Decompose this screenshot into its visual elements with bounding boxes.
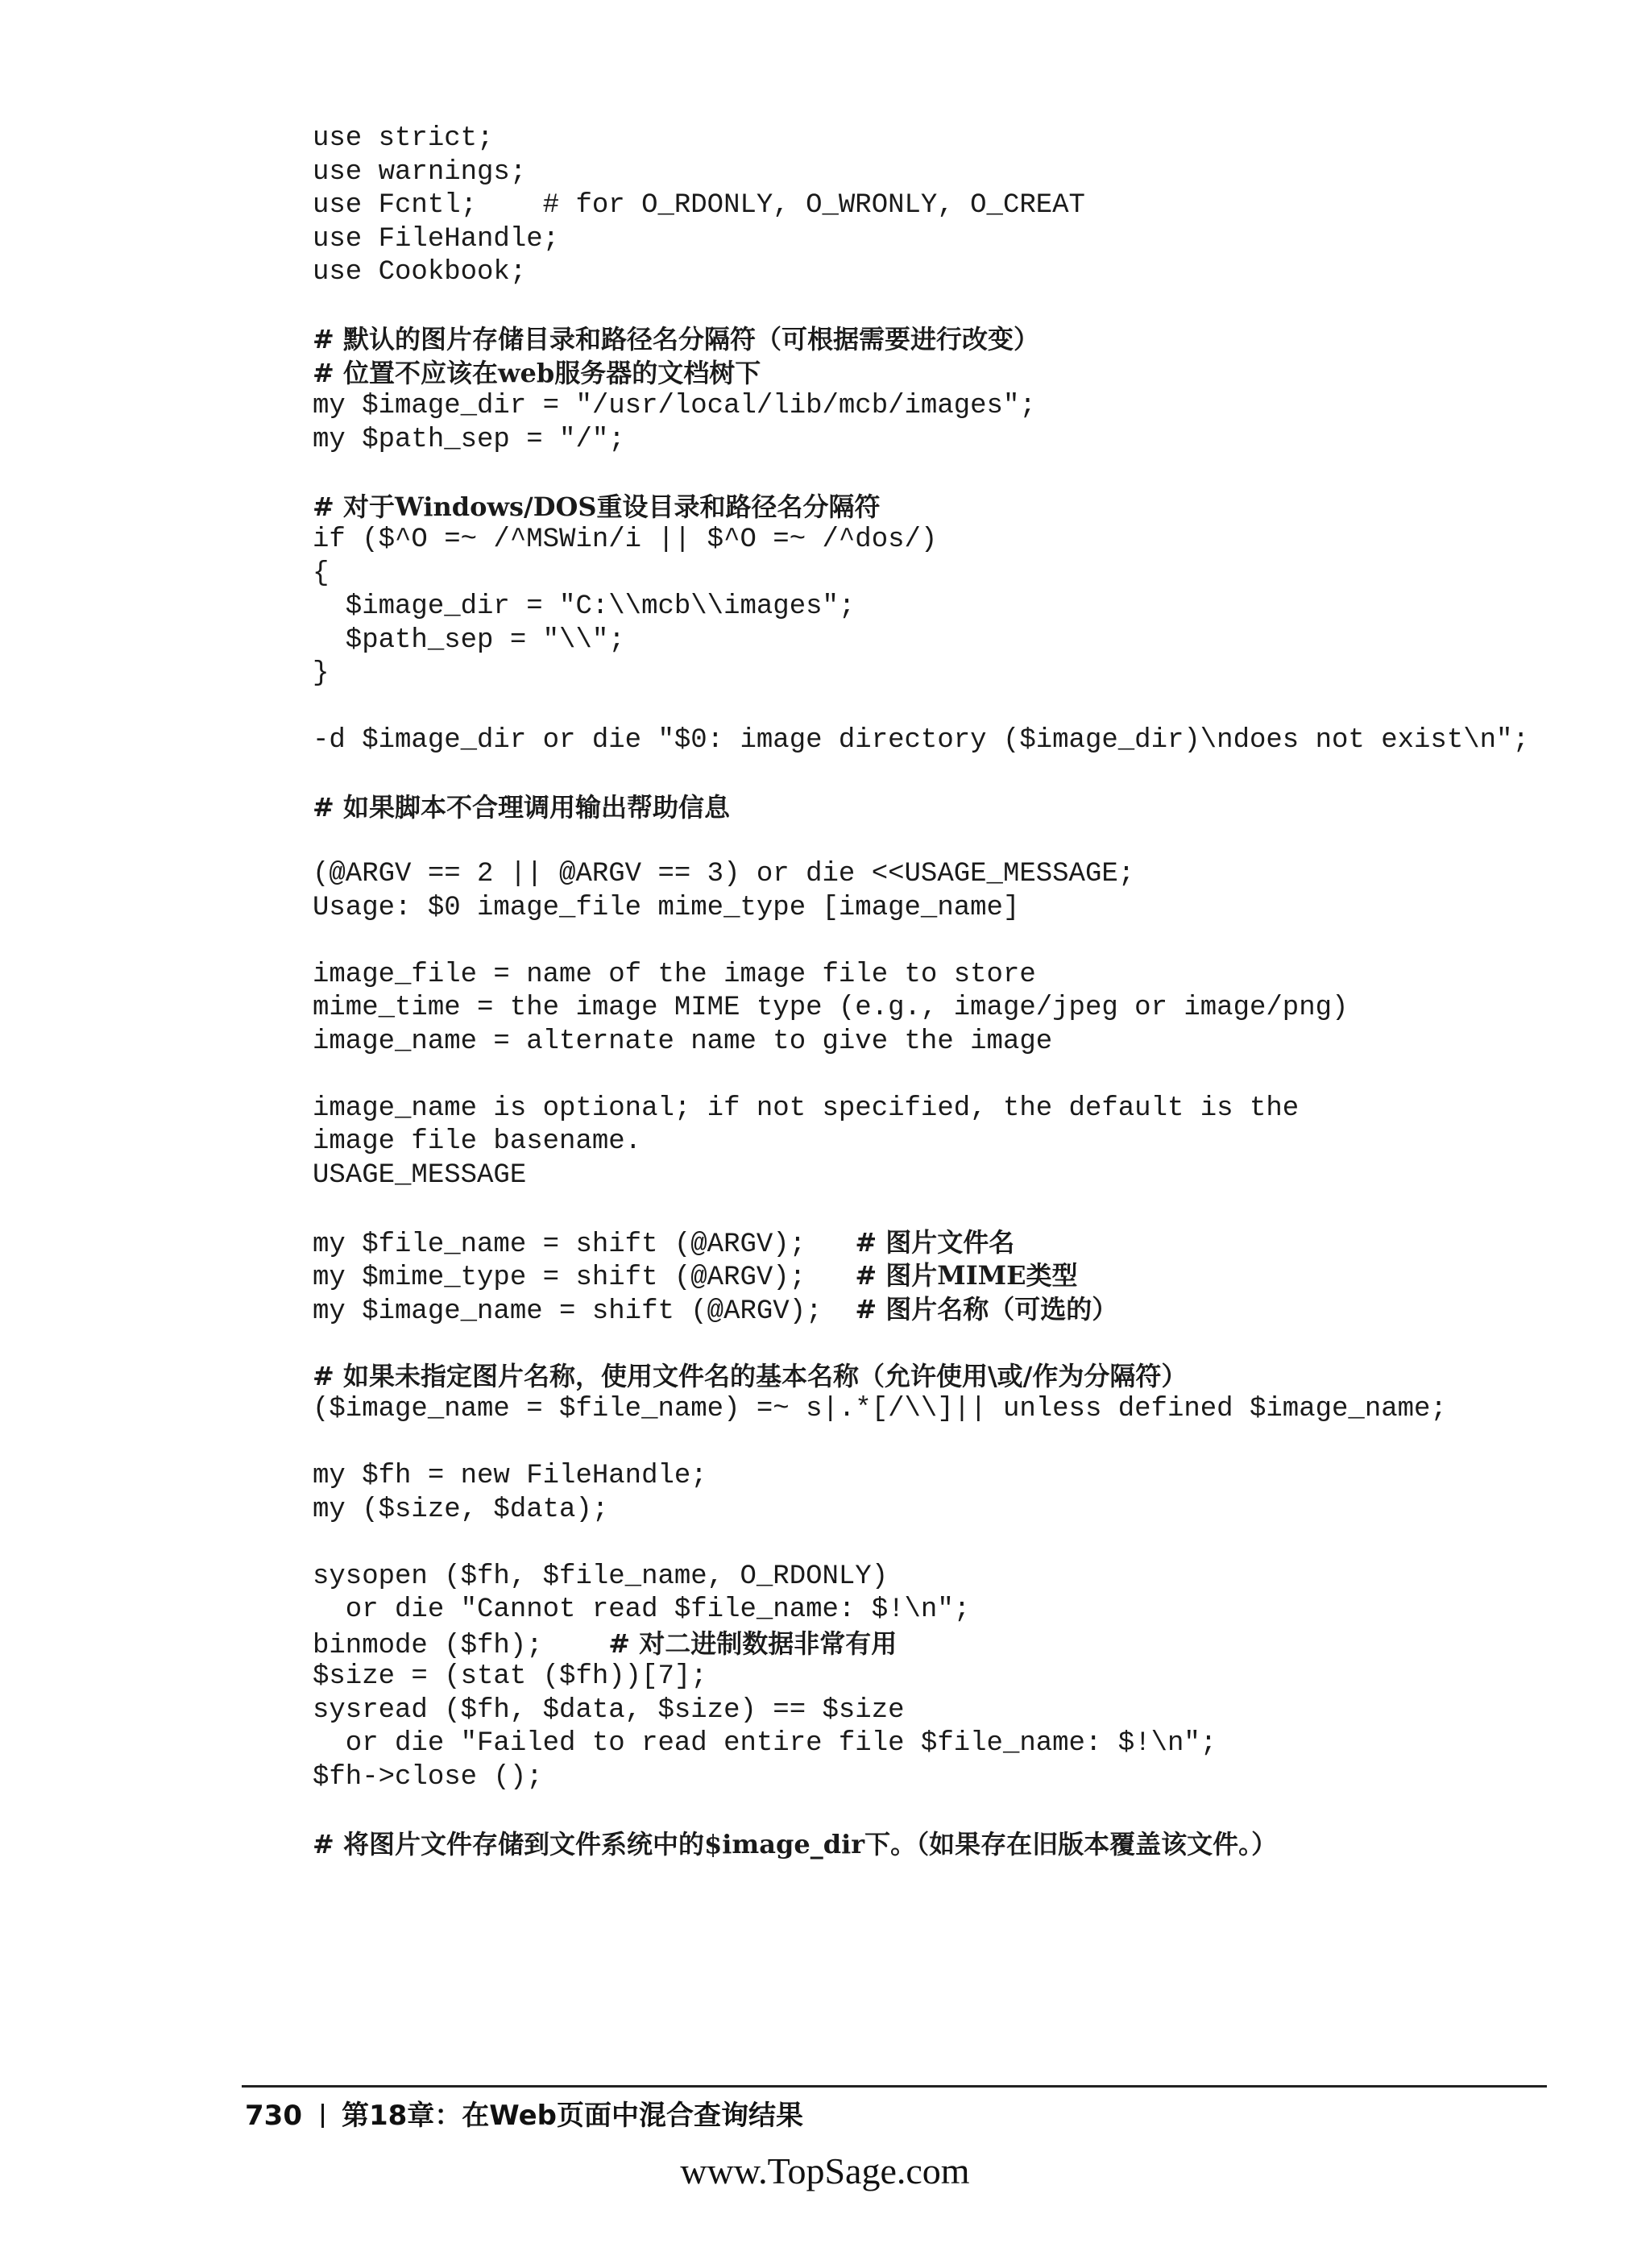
comment-line: # 对于Windows/DOS重设目录和路径名分隔符	[313, 491, 881, 522]
code-line: $size = (stat ($fh))[7];	[313, 1661, 707, 1692]
inline-comment: # 对二进制数据非常有用	[608, 1627, 898, 1659]
code-line	[313, 1259, 1602, 1293]
blank-line	[313, 1192, 1602, 1226]
blank-line	[313, 1794, 1602, 1828]
code-line: -d $image_dir or die "$0: image directory ($image_dir)\ndoes not exist\n";	[313, 725, 1529, 756]
inline-comment: # 图片名称（可选的）	[855, 1293, 1118, 1325]
code-line: use Fcntl; # for O_RDONLY, O_WRONLY, O_CREAT	[313, 190, 1085, 221]
code-line: use warnings;	[313, 156, 527, 188]
code-line: }	[313, 658, 330, 689]
code-line: or die "Failed to read entire file $file_name: $!\n";	[313, 1728, 1217, 1759]
comment-line: # 如果未指定图片名称，使用文件名的基本名称（允许使用\或/作为分隔符）	[313, 1360, 1188, 1391]
code-line: my ($size, $data);	[313, 1494, 609, 1525]
footer-separator	[321, 2104, 324, 2128]
code-line: Usage: $0 image_file mime_type [image_name]	[313, 892, 1020, 923]
code-line: sysopen ($fh, $file_name, O_RDONLY)	[313, 1561, 889, 1592]
watermark-url: www.TopSage.com	[680, 2150, 970, 2191]
comment-line: # 位置不应该在web服务器的文档树下	[313, 357, 761, 388]
code-line	[313, 1293, 1602, 1327]
blank-line	[313, 1527, 1602, 1561]
code-line: $path_sep = "\\";	[313, 624, 625, 656]
blank-line	[313, 1427, 1602, 1461]
page-footer	[245, 2093, 803, 2133]
code-line: USAGE_MESSAGE	[313, 1159, 527, 1191]
comment-line: # 默认的图片存储目录和路径名分隔符（可根据需要进行改变）	[313, 324, 1039, 355]
code-line: image_file = name of the image file to store	[313, 959, 1036, 990]
blank-line	[313, 290, 1602, 324]
comment-line: # 如果脚本不合理调用输出帮助信息	[313, 792, 730, 823]
code-line: image_name = alternate name to give the image	[313, 1026, 1053, 1057]
code-line: image_name is optional; if not specified, the default is the	[313, 1093, 1300, 1124]
code-line: $fh->close ();	[313, 1761, 543, 1793]
code-line: my $fh = new FileHandle;	[313, 1461, 707, 1491]
code-line: sysread ($fh, $data, $size) == $size	[313, 1694, 905, 1726]
code-line: {	[313, 558, 330, 589]
chapter-title: 第18章：在Web页面中混合查询结果	[341, 2100, 803, 2132]
footer-rule	[242, 2085, 1547, 2088]
inline-comment: # 图片文件名	[855, 1226, 1015, 1258]
blank-line	[313, 457, 1602, 491]
blank-line	[313, 691, 1602, 725]
blank-line	[313, 925, 1602, 959]
blank-line	[313, 758, 1602, 792]
comment-line: # 将图片文件存储到文件系统中的$image_dir下。（如果存在旧版本覆盖该文件。）	[313, 1828, 1278, 1860]
code-line: use Cookbook;	[313, 257, 527, 288]
code-line: use strict;	[313, 123, 494, 154]
code-line: (@ARGV == 2 || @ARGV == 3) or die <<USAGE_MESSAGE;	[313, 859, 1135, 889]
code-line	[313, 1226, 1602, 1260]
code-text: my $file_name = shift (@ARGV);	[313, 1229, 856, 1260]
code-line: my $path_sep = "/";	[313, 424, 625, 455]
code-line: use FileHandle;	[313, 223, 560, 255]
code-text: my $mime_type = shift (@ARGV);	[313, 1263, 856, 1293]
code-line: if ($^O =~ /^MSWin/i || $^O =~ /^dos/)	[313, 525, 938, 555]
blank-line	[313, 1059, 1602, 1093]
blank-line	[313, 1326, 1602, 1360]
code-line: mime_time = the image MIME type (e.g., image/jpeg or image/png)	[313, 993, 1349, 1023]
code-line: $image_dir = "C:\\mcb\\images";	[313, 591, 856, 622]
code-line: or die "Cannot read $file_name: $!\n";	[313, 1594, 971, 1625]
blank-line	[313, 825, 1602, 859]
code-line	[313, 1627, 1602, 1661]
code-line: ($image_name = $file_name) =~ s|.*[/\\]|| unless defined $image_name;	[313, 1394, 1447, 1424]
code-listing	[313, 122, 1602, 1861]
code-text: binmode ($fh);	[313, 1630, 609, 1661]
code-line: image file basename.	[313, 1126, 642, 1157]
code-text: my $image_name = shift (@ARGV);	[313, 1296, 856, 1327]
inline-comment: # 图片MIME类型	[855, 1260, 1078, 1291]
code-line: my $image_dir = "/usr/local/lib/mcb/images";	[313, 391, 1036, 421]
page-number: 730	[245, 2100, 302, 2132]
